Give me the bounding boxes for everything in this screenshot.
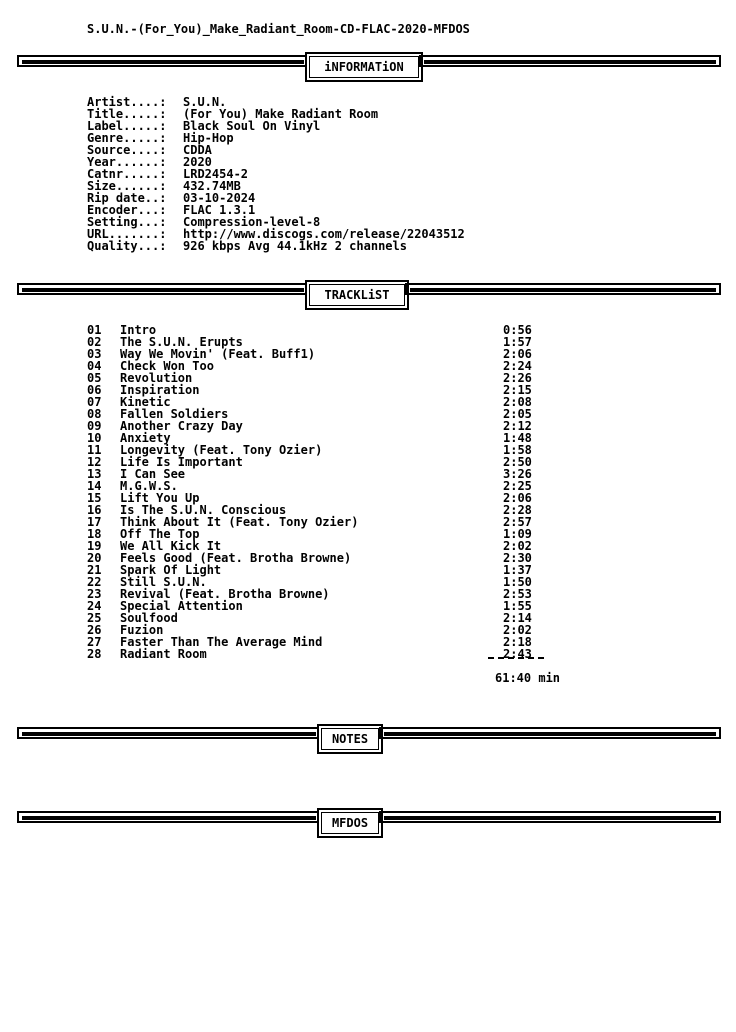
info-key: Label.....: (87, 119, 167, 133)
banner-box (317, 808, 383, 838)
mfdos-heading: MFDOS (331, 816, 369, 830)
track-number: 25 (87, 611, 102, 625)
info-key: Source....: (87, 143, 167, 157)
banner-bar-right (405, 283, 721, 295)
info-key: Size......: (87, 179, 167, 193)
track-duration: 2:14 (503, 611, 532, 625)
info-value: 03-10-2024 (183, 191, 256, 205)
mfdos-banner (17, 810, 721, 840)
banner-bar-right (379, 811, 721, 823)
track-number: 27 (87, 635, 102, 649)
track-number: 23 (87, 587, 102, 601)
track-duration: 2:26 (503, 371, 532, 385)
banner-bar-left (17, 811, 321, 823)
banner-box (305, 52, 423, 82)
track-title: Is The S.U.N. Conscious (120, 503, 287, 517)
track-number: 11 (87, 443, 102, 457)
track-number: 21 (87, 563, 102, 577)
track-number: 03 (87, 347, 102, 361)
track-title: Life Is Important (120, 455, 243, 469)
track-title: Intro (120, 323, 157, 337)
track-duration: 2:06 (503, 347, 532, 361)
track-title: Special Attention (120, 599, 243, 613)
info-key: Setting...: (87, 215, 167, 229)
banner-bar-right (379, 727, 721, 739)
track-title: Another Crazy Day (120, 419, 243, 433)
info-row-quality (87, 240, 465, 252)
information-list (87, 96, 465, 252)
track-number: 26 (87, 623, 102, 637)
track-number: 12 (87, 455, 102, 469)
track-number: 16 (87, 503, 102, 517)
tracklist-banner (17, 282, 721, 312)
info-value: S.U.N. (183, 95, 227, 109)
track-number: 24 (87, 599, 102, 613)
info-value: 432.74MB (183, 179, 241, 193)
info-key: Quality...: (87, 239, 167, 253)
information-heading: iNFORMATiON (324, 60, 404, 74)
track-number: 17 (87, 515, 102, 529)
track-duration: 2:43 (503, 647, 532, 661)
track-number: 15 (87, 491, 102, 505)
info-value: CDDA (183, 143, 212, 157)
banner-box (305, 280, 409, 310)
track-duration: 2:15 (503, 383, 532, 397)
info-value: LRD2454-2 (183, 167, 249, 181)
track-number: 01 (87, 323, 102, 337)
track-number: 28 (87, 647, 102, 661)
track-title: Fuzion (120, 623, 164, 637)
track-duration: 1:09 (503, 527, 532, 541)
track-duration: 1:55 (503, 599, 532, 613)
banner-bar-left (17, 727, 321, 739)
track-title: Check Won Too (120, 359, 214, 373)
track-number: 10 (87, 431, 102, 445)
track-duration: 2:50 (503, 455, 532, 469)
banner-bar-left (17, 283, 309, 295)
track-duration: 2:12 (503, 419, 532, 433)
track-duration: 3:26 (503, 467, 532, 481)
info-key: URL.......: (87, 227, 167, 241)
track-number: 02 (87, 335, 102, 349)
track-title: Anxiety (120, 431, 171, 445)
track-duration: 2:18 (503, 635, 532, 649)
track-duration: 2:02 (503, 623, 532, 637)
track-duration: 2:30 (503, 551, 532, 565)
track-number: 20 (87, 551, 102, 565)
tracklist (87, 324, 547, 660)
track-title: Feels Good (Feat. Brotha Browne) (120, 551, 352, 565)
info-value: Black Soul On Vinyl (183, 119, 321, 133)
info-value: Compression-level-8 (183, 215, 321, 229)
track-duration: 2:25 (503, 479, 532, 493)
track-title: Spark Of Light (120, 563, 222, 577)
track-title: I Can See (120, 467, 186, 481)
track-duration: 2:53 (503, 587, 532, 601)
total-separator (488, 657, 544, 659)
track-title: Revival (Feat. Brotha Browne) (120, 587, 330, 601)
info-value: FLAC 1.3.1 (183, 203, 256, 217)
track-title: Way We Movin' (Feat. Buff1) (120, 347, 316, 361)
info-key: Encoder...: (87, 203, 167, 217)
track-title: Still S.U.N. (120, 575, 207, 589)
track-number: 05 (87, 371, 102, 385)
notes-banner (17, 726, 721, 756)
discogs-link[interactable]: http://www.discogs.com/release/22043512 (183, 227, 465, 241)
info-value: (For You) Make Radiant Room (183, 107, 379, 121)
track-duration: 1:50 (503, 575, 532, 589)
info-key: Genre.....: (87, 131, 167, 145)
track-number: 18 (87, 527, 102, 541)
information-banner (17, 54, 721, 84)
banner-bar-right (419, 55, 721, 67)
info-key: Catnr.....: (87, 167, 167, 181)
banner-box (317, 724, 383, 754)
track-duration: 1:58 (503, 443, 532, 457)
total-time: 61:40 min (495, 671, 561, 685)
track-title: M.G.W.S. (120, 479, 178, 493)
track-duration: 2:28 (503, 503, 532, 517)
track-number: 14 (87, 479, 102, 493)
track-title: Kinetic (120, 395, 171, 409)
track-number: 06 (87, 383, 102, 397)
info-key: Year......: (87, 155, 167, 169)
track-title: Fallen Soldiers (120, 407, 229, 421)
info-value: 926 kbps Avg 44.1kHz 2 channels (183, 239, 407, 253)
track-number: 04 (87, 359, 102, 373)
notes-heading: NOTES (331, 732, 369, 746)
track-number: 07 (87, 395, 102, 409)
info-value: 2020 (183, 155, 212, 169)
track-title: Faster Than The Average Mind (120, 635, 323, 649)
track-number: 13 (87, 467, 102, 481)
info-key: Artist....: (87, 95, 167, 109)
track-title: We All Kick It (120, 539, 222, 553)
track-number: 19 (87, 539, 102, 553)
track-title: Think About It (Feat. Tony Ozier) (120, 515, 359, 529)
track-number: 22 (87, 575, 102, 589)
tracklist-heading: TRACKLiST (324, 288, 390, 302)
track-title: Revolution (120, 371, 193, 385)
track-duration: 2:24 (503, 359, 532, 373)
info-value: Hip-Hop (183, 131, 234, 145)
track-duration: 0:56 (503, 323, 532, 337)
track-duration: 2:05 (503, 407, 532, 421)
info-key: Title.....: (87, 107, 167, 121)
info-key: Rip date..: (87, 191, 167, 205)
track-title: Lift You Up (120, 491, 200, 505)
track-title: Radiant Room (120, 647, 207, 661)
track-row (87, 648, 547, 660)
track-number: 08 (87, 407, 102, 421)
track-duration: 2:57 (503, 515, 532, 529)
track-title: Soulfood (120, 611, 178, 625)
track-duration: 2:08 (503, 395, 532, 409)
track-title: Longevity (Feat. Tony Ozier) (120, 443, 323, 457)
track-duration: 2:06 (503, 491, 532, 505)
track-duration: 1:48 (503, 431, 532, 445)
track-title: Inspiration (120, 383, 200, 397)
track-duration: 1:57 (503, 335, 532, 349)
track-title: The S.U.N. Erupts (120, 335, 243, 349)
track-number: 09 (87, 419, 102, 433)
track-title: Off The Top (120, 527, 200, 541)
track-duration: 2:02 (503, 539, 532, 553)
track-duration: 1:37 (503, 563, 532, 577)
release-title: S.U.N.-(For_You)_Make_Radiant_Room-CD-FLAC-2020-MFDOS (87, 22, 470, 36)
banner-bar-left (17, 55, 309, 67)
